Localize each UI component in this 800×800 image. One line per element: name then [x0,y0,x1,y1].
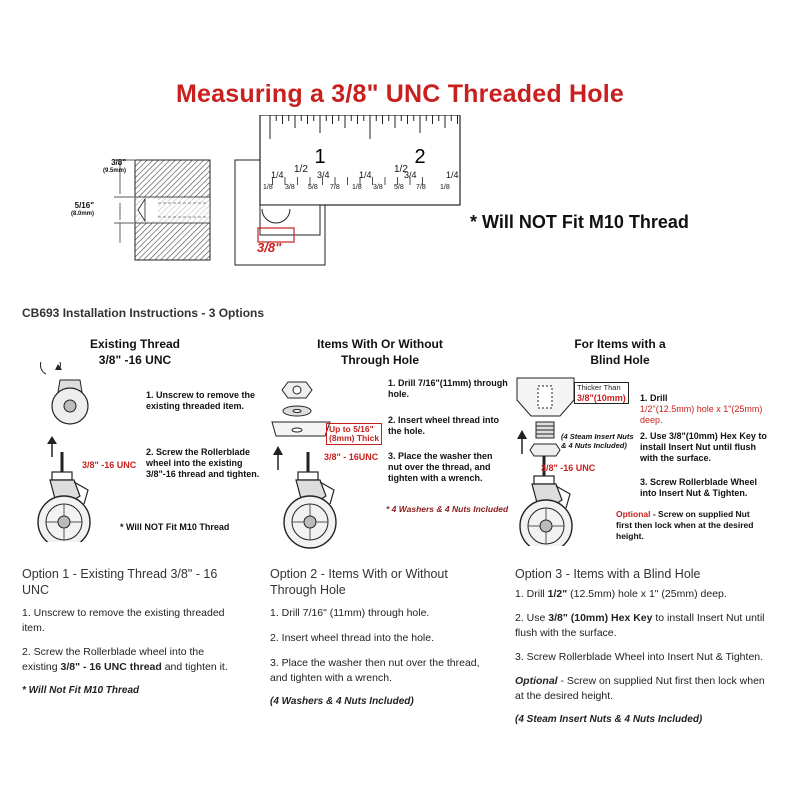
option3-optional: Optional - Screw on supplied Nut first then lock when at the desired height. [515,675,765,702]
col1-thread-label: 3/8" -16 UNC [82,460,137,470]
col1-step1: 1. Unscrew to remove the existing threaded item. [146,390,256,411]
col3-step2: 2. Use 3/8"(10mm) Hex Key to install Insert Nut until flush with the surface. [640,431,767,463]
ruler-eighth-3: 5/8 [308,184,318,191]
option1-block [22,566,242,696]
option3-block [515,566,765,725]
col2-step3: 3. Place the washer then nut over the thread, and tighten with a wrench. [388,451,493,483]
col3-thickness-label: Thicker Than 3/8"(10mm) [574,382,629,404]
option2-heading: Option 2 - Items With or Without Through Hole [270,567,448,597]
ruler-eighth-4: 7/8 [330,184,340,191]
col3-insert-note: (4 Steam Insert Nuts & 4 Nuts Included) [561,432,634,450]
col2-note: * 4 Washers & 4 Nuts Included [386,504,509,514]
ruler-number-1: 1 [314,146,326,168]
dim-5-16-label: 5/16" (8.0mm) [70,201,94,217]
washer-icon [283,406,311,416]
ruler-quarter-3: 1/4 [359,170,372,180]
col2-thickness-label: Up to 5/16" (8mm) Thick [326,423,382,445]
caster-wheel-icon [284,452,336,548]
ruler-eighth-9: 1/8 [440,184,450,191]
block-cross-section [135,160,210,260]
ruler-quarter-1: 1/4 [271,170,284,180]
col2-caster-illustration [270,378,380,553]
ruler-eighth-2: 3/8 [285,184,295,191]
up-arrow-icon [47,436,57,457]
col2-title: Items With Or Without Through Hole [317,337,443,367]
ruler-quarter-4: 3/4 [404,170,417,180]
option3-heading: Option 3 - Items with a Blind Hole [515,567,701,581]
col1-step2: 2. Screw the Rollerblade wheel into the existing 3/8"-16 thread and tighten. [146,447,260,479]
option1-step2: 2. Screw the Rollerblade wheel into the existing 3/8" - 16 UNC thread and tighten it. [22,646,228,673]
ruler-eighth-6: 3/8 [373,184,383,191]
small-caster-icon [40,362,88,424]
col2-step2: 2. Insert wheel thread into the hole. [388,415,500,436]
ruler-quarter-5: 1/4 [446,170,459,180]
col1-caster-illustration [30,362,130,542]
col3-title: For Items with a Blind Hole [574,337,666,367]
option3-note: (4 Steam Insert Nuts & 4 Nuts Included) [515,714,703,725]
insert-nut-icon [536,422,554,438]
up-arrow-icon [273,446,283,470]
col3-thread-label: 3/8" -16 UNC [541,463,596,473]
option2-step3: 3. Place the washer then nut over the thread, and tighten with a wrench. [270,657,480,684]
m10-warning: * Will NOT Fit M10 Thread [470,212,689,232]
nut-icon [530,444,560,456]
ruler-half-2: 1/2 [394,164,408,175]
option1-step1: 1. Unscrew to remove the existing threaded item. [22,607,225,634]
ruler-eighth-5: 1/8 [352,184,362,191]
ruler-eighth-1: 1/8 [263,184,273,191]
col2-thread-label: 3/8" - 16UNC [324,452,379,462]
ruler-number-2: 2 [414,146,426,168]
col3-step1: 1. Drill 1/2"(12.5mm) hole x 1"(25mm) deep. [640,393,763,425]
option2-step2: 2. Insert wheel thread into the hole. [270,632,435,644]
option1-note: * Will Not Fit M10 Thread [22,685,140,696]
blind-hole-block [517,378,574,416]
dim-3-8-label: 3/8" (9.5mm) [102,158,126,174]
option3-step1: 1. Drill 1/2" (12.5mm) hole x 1" (25mm) deep. [515,588,727,600]
option2-note: (4 Washers & 4 Nuts Included) [270,696,414,707]
ruler-eighth-7: 5/8 [394,184,404,191]
plate-icon [272,422,330,436]
ruler-quarter-2: 3/4 [317,170,330,180]
section-header: CB693 Installation Instructions - 3 Options [22,306,265,320]
option2-step1: 1. Drill 7/16" (11mm) through hole. [270,607,430,619]
ruler-half-1: 1/2 [294,164,308,175]
col3-optional: Optional - Screw on supplied Nut first then lock when at the desired height. [616,509,754,541]
hole-size-label: 3/8" [257,240,282,255]
col3-step3: 3. Screw Rollerblade Wheel into Insert Nut & Tighten. [640,477,758,498]
ruler-eighth-8: 7/8 [416,184,426,191]
nut-icon [282,382,312,398]
col1-title: Existing Thread 3/8" -16 UNC [89,337,181,367]
option3-step3: 3. Screw Rollerblade Wheel into Insert Nut & Tighten. [515,651,764,663]
option3-step2: 2. Use 3/8" (10mm) Hex Key to install Insert Nut until flush with the surface. [515,612,765,639]
option1-heading: Option 1 - Existing Thread 3/8" - 16 UNC [22,567,218,597]
page-title: Measuring a 3/8" UNC Threaded Hole [176,80,624,108]
option2-block [270,566,485,707]
up-arrow-icon [517,430,527,454]
col1-note: * Will NOT Fit M10 Thread [120,522,230,532]
col2-step1: 1. Drill 7/16"(11mm) through hole. [388,378,508,399]
